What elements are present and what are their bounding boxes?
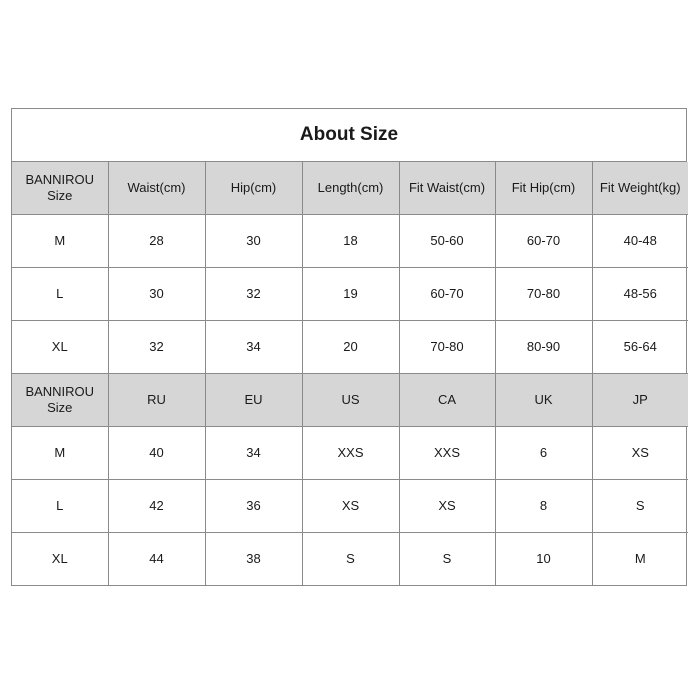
- header-cell: EU: [205, 374, 302, 427]
- table-cell: 10: [495, 533, 592, 586]
- table-cell: XS: [302, 480, 399, 533]
- table-cell: S: [399, 533, 495, 586]
- table-row: [12, 321, 688, 374]
- table-cell: 30: [205, 215, 302, 268]
- table-cell: S: [592, 480, 688, 533]
- table-cell: XS: [592, 427, 688, 480]
- size-chart: [11, 108, 687, 586]
- measurement-header-row: [12, 162, 688, 215]
- table-cell: 36: [205, 480, 302, 533]
- chart-title: About Size: [12, 109, 686, 162]
- table-cell: 70-80: [495, 268, 592, 321]
- table-cell: L: [12, 268, 108, 321]
- table-cell: XL: [12, 321, 108, 374]
- table-cell: 6: [495, 427, 592, 480]
- header-cell: Fit Weight(kg): [592, 162, 688, 215]
- header-cell: JP: [592, 374, 688, 427]
- table-cell: XXS: [399, 427, 495, 480]
- header-cell: UK: [495, 374, 592, 427]
- table-cell: 42: [108, 480, 205, 533]
- table-cell: 50-60: [399, 215, 495, 268]
- size-table: [12, 162, 688, 585]
- header-cell: RU: [108, 374, 205, 427]
- table-cell: 32: [205, 268, 302, 321]
- header-cell: Length(cm): [302, 162, 399, 215]
- header-cell: Fit Hip(cm): [495, 162, 592, 215]
- table-row: [12, 268, 688, 321]
- header-cell: BANNIROU Size: [12, 374, 108, 427]
- table-cell: S: [302, 533, 399, 586]
- header-cell: BANNIROU Size: [12, 162, 108, 215]
- table-cell: 8: [495, 480, 592, 533]
- table-cell: M: [634, 551, 646, 566]
- table-cell: XS: [399, 480, 495, 533]
- table-cell: 28: [108, 215, 205, 268]
- table-cell: 80-90: [495, 321, 592, 374]
- table-cell: 18: [302, 215, 399, 268]
- table-cell: 60-70: [495, 215, 592, 268]
- table-cell: XL: [12, 533, 108, 586]
- table-cell: 44: [108, 533, 205, 586]
- table-cell: 19: [302, 268, 399, 321]
- table-cell: 40-48: [592, 215, 688, 268]
- header-cell: Fit Waist(cm): [399, 162, 495, 215]
- table-cell: 60-70: [399, 268, 495, 321]
- table-cell: 34: [205, 321, 302, 374]
- table-cell: 38: [205, 533, 302, 586]
- table-cell: M: [12, 427, 108, 480]
- table-row: [12, 427, 688, 480]
- table-cell: 56-64: [592, 321, 688, 374]
- header-cell: Hip(cm): [205, 162, 302, 215]
- table-row: [12, 215, 688, 268]
- table-row: [12, 480, 688, 533]
- table-cell: XXS: [302, 427, 399, 480]
- conversion-header-row: [12, 374, 688, 427]
- header-cell: US: [302, 374, 399, 427]
- table-row: [12, 533, 688, 586]
- table-cell: 34: [205, 427, 302, 480]
- table-cell: 32: [108, 321, 205, 374]
- table-cell: 20: [302, 321, 399, 374]
- header-cell: CA: [399, 374, 495, 427]
- table-cell: 30: [108, 268, 205, 321]
- table-cell: M: [12, 215, 108, 268]
- table-cell: 70-80: [399, 321, 495, 374]
- table-cell: 48-56: [592, 268, 688, 321]
- table-cell: L: [12, 480, 108, 533]
- header-cell: Waist(cm): [108, 162, 205, 215]
- table-cell: 40: [108, 427, 205, 480]
